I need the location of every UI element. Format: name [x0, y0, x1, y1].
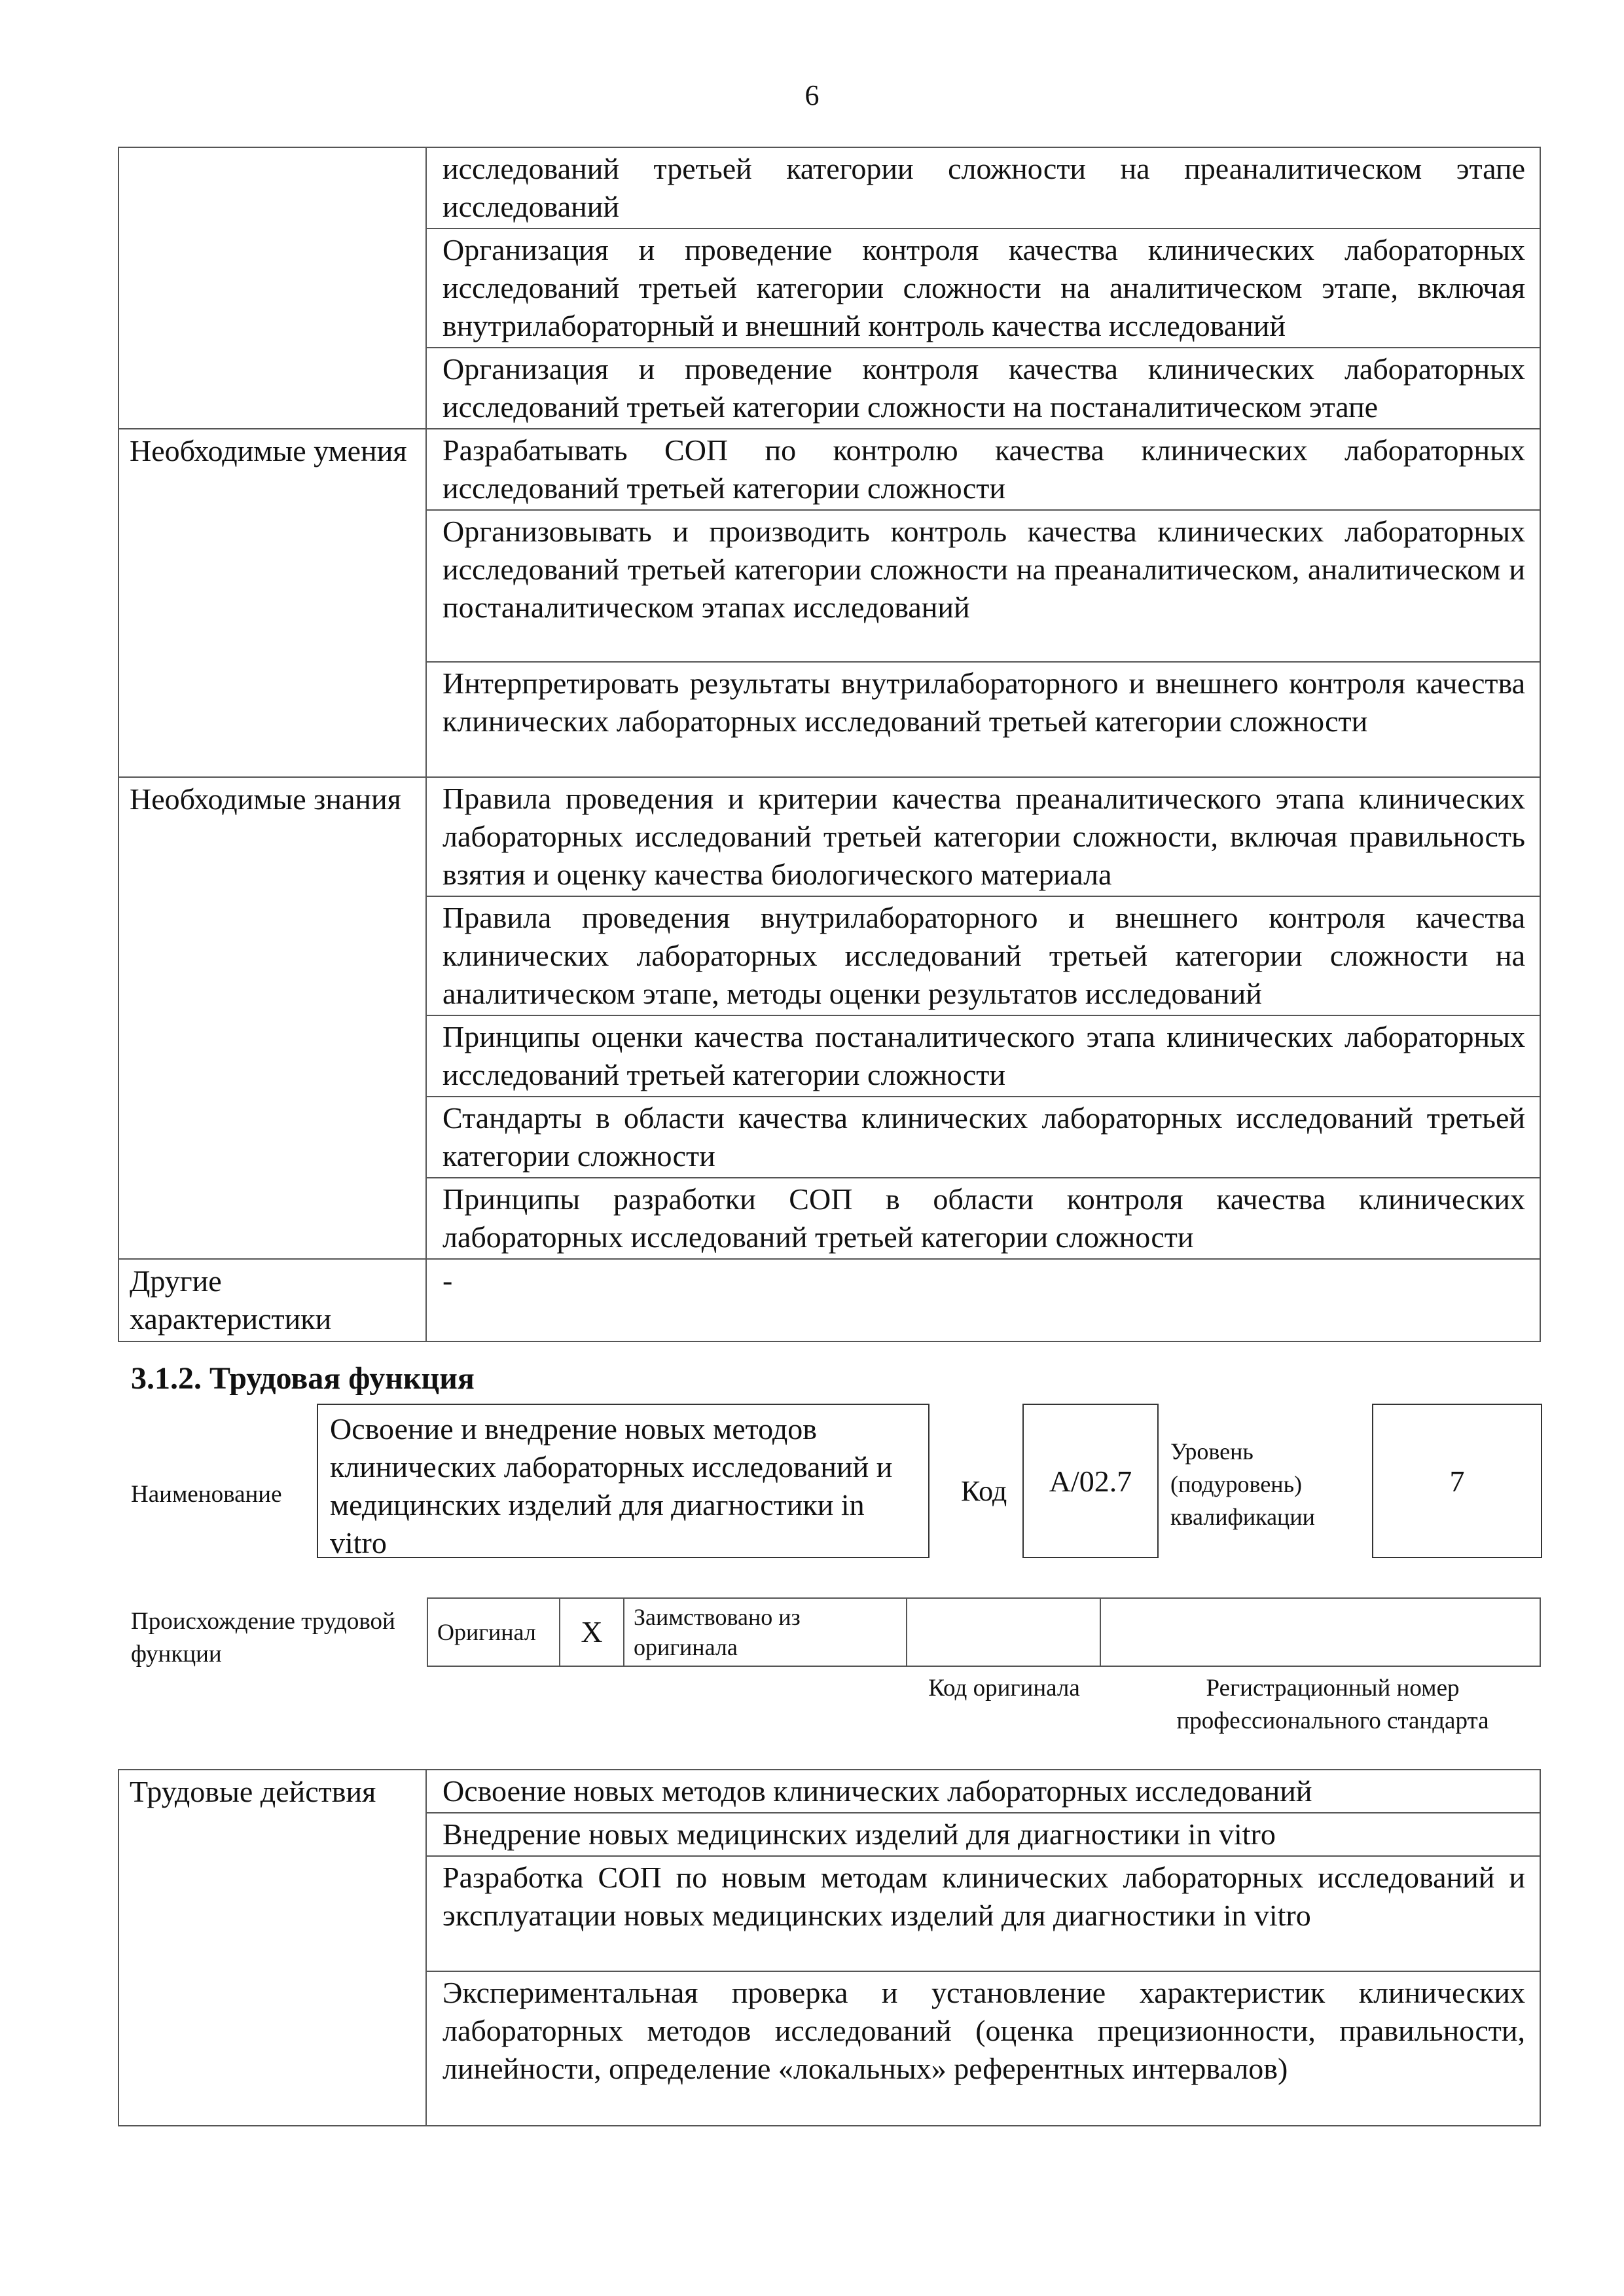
original-mark: X: [560, 1598, 624, 1666]
knowledge-label: Необходимые знания: [118, 777, 426, 1259]
labor-actions-table: [118, 1769, 1541, 2126]
original-code-cell: [907, 1598, 1100, 1666]
original-code-caption: Код оригинала: [928, 1675, 1080, 1702]
borrowed-label: Заимствовано из оригинала: [624, 1598, 907, 1666]
knowledge-item: Стандарты в области качества клинических лабораторных исследований третьей категории сложности: [426, 1097, 1540, 1178]
skill-item: Интерпретировать результаты внутрилабораторного и внешнего контроля качества клинических лабораторных исследований третьей категории сложности: [426, 662, 1540, 777]
page-number: 6: [804, 79, 820, 111]
qualification-level-label: Уровень (подуровень) квалификации: [1170, 1438, 1315, 1530]
continued-item: Организация и проведение контроля качества клинических лабораторных исследований третьей категории сложности на постаналитическом этапе: [426, 348, 1540, 429]
function-name-box: Освоение и внедрение новых методов клинических лабораторных исследований и медицинских изделий для диагностики in vitro: [317, 1404, 929, 1558]
labor-action-item: Освоение новых методов клинических лабораторных исследований: [426, 1770, 1540, 1813]
section-title: 3.1.2. Трудовая функция: [131, 1361, 475, 1396]
labor-action-item: Внедрение новых медицинских изделий для диагностики in vitro: [426, 1813, 1540, 1856]
qualification-level-box: 7: [1372, 1404, 1542, 1558]
registration-number-caption: Регистрационный номер профессионального стандарта: [1176, 1675, 1489, 1734]
registration-number-cell: [1100, 1598, 1540, 1666]
other-characteristics-value: -: [426, 1259, 1540, 1341]
other-characteristics-label: Другие характеристики: [118, 1259, 426, 1341]
knowledge-item: Принципы оценки качества постаналитического этапа клинических лабораторных исследований третьей категории сложности: [426, 1015, 1540, 1097]
knowledge-item: Правила проведения и критерии качества преаналитического этапа клинических лабораторных исследований третьей категории сложности, включая правильность взятия и оценку качества биологического материала: [426, 777, 1540, 896]
labor-action-item: Разработка СОП по новым методам клинических лабораторных исследований и эксплуатации новых медицинских изделий для диагностики in vitro: [426, 1856, 1540, 1971]
skill-item: Организовывать и производить контроль качества клинических лабораторных исследований третьей категории сложности на преаналитическом, аналитическом и постаналитическом этапах исследований: [426, 510, 1540, 662]
continued-item: исследований третьей категории сложности на преаналитическом этапе исследований: [426, 147, 1540, 228]
origin-label: Происхождение трудовой функции: [131, 1608, 395, 1667]
original-label: Оригинал: [427, 1598, 560, 1666]
continued-label-cell: [118, 147, 426, 429]
knowledge-item: Принципы разработки СОП в области контроля качества клинических лабораторных исследований третьей категории сложности: [426, 1178, 1540, 1259]
code-label: Код: [961, 1475, 1007, 1507]
continued-item: Организация и проведение контроля качества клинических лабораторных исследований третьей категории сложности на аналитическом этапе, включая внутрилабораторный и внешний контроль качества исследований: [426, 228, 1540, 348]
skill-item: Разрабатывать СОП по контролю качества клинических лабораторных исследований третьей категории сложности: [426, 429, 1540, 510]
function-code-box: А/02.7: [1022, 1404, 1159, 1558]
competency-table: [118, 147, 1541, 1342]
knowledge-item: Правила проведения внутрилабораторного и внешнего контроля качества клинических лабораторных исследований третьей категории сложности на аналитическом этапе, методы оценки результатов исследований: [426, 896, 1540, 1015]
labor-action-item: Экспериментальная проверка и установление характеристик клинических лабораторных методов исследований (оценка прецизионности, правильности, линейности, определение «локальных» референтных интервалов): [426, 1971, 1540, 2126]
name-label: Наименование: [131, 1481, 282, 1508]
labor-actions-label: Трудовые действия: [118, 1770, 426, 2126]
skills-label: Необходимые умения: [118, 429, 426, 777]
origin-table: [427, 1597, 1541, 1667]
